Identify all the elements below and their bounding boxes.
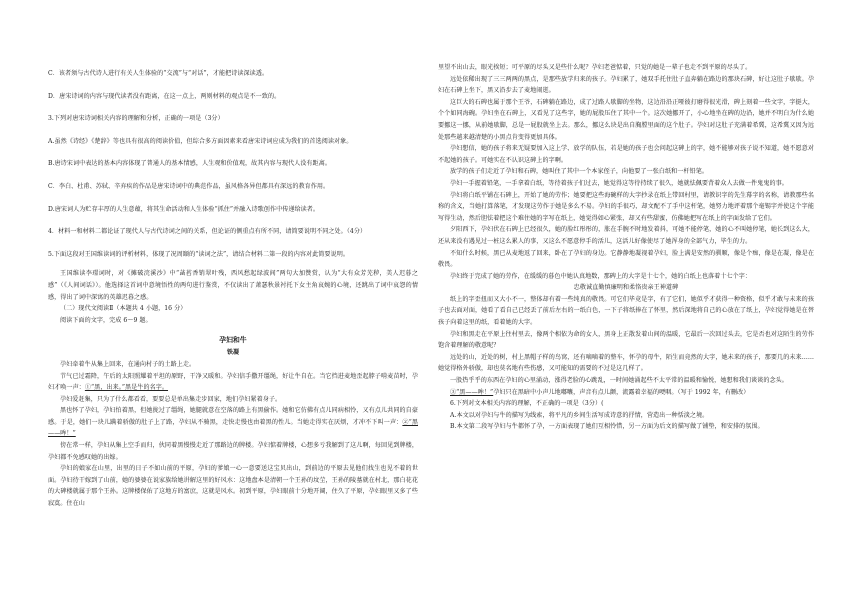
story-paragraph: 孕妇将白纸平铺在石碑上，开始了她的劳作；她要把这些海碗样的大字抄录在纸上带回村里，请教识字的先生幕字的名称，请教那些名称的含义，当她打算落笔，才发现这劳作于她是多么不易。孕妇的手很巧，却文配不了手中这杆笔，她努力地评着那个毫锡字并使这个字能写得生动，然后胆怯着把这个难住她的字写在纸上，她觉得如心紧张，却又有些甜蜜，仿佛她把写在纸上的字面发给了它们。 [438, 191, 814, 222]
story-paragraph: 孕妇爱赶集，只为了什么都看看，要要总是单出集走步回家，地们孕妇紧着身子。 [60, 395, 282, 403]
q3-option-a: A.虽然《诗经》《楚辞》等也具有很高的阅读价值，但综合多方面因素来看唐宋诗词应成为我们的首选阅读对象。 [48, 137, 353, 145]
story-author: 铁凝 [226, 349, 240, 357]
story-text: 黑也怀了孕妇，孕妇怕着黑，但她拢过了缰绳，她腿就意在空落的路上有黑偷作。她和它仿佛有点儿同病相怜，又有点儿共同的自豪感。于是，她们一块儿蹒着骄傲的肚子上了路，孕妇从不骑黑，走快走慢也由着黑的性儿。当她走得实在厌烦，才冲不下叫一声： [48, 407, 418, 426]
q5-passage: 王国维读李璟词时，对《摊破浣溪沙》中“菡萏香销翠叶残，西风愁起绿波间”两句大加赞赏，认为“大有众芳芜秽，美人迟暮之感”（《人间词话》）。他选择这首词中意境悟性的两句进行鉴赏，不仅读出了萧瑟秋景衬托下女主角哀婉的心境，还跳出了词中哀怨的情感，得出了词中深寓的英雄迟暮之感。 [48, 270, 418, 301]
left-column [48, 68, 418, 510]
story-paragraph [438, 387, 814, 399]
section-heading: （二）现代文阅读Ⅱ（本题共 4 小题，16 分） [60, 305, 187, 313]
story-paragraph: 纸上的字歪扭而又大小不一，整体却有着一些纯真的敬畏。可它们毕竟是字，有了它们，她似乎才获得一种资格，似乎才敢与未来的孩子也去面对面，她看了看自己已经丢了前后左右的一纸白色，一下子将纸捧在了怀里，然后深地将自己的心放在了纸上，孕妇觉得她是在替孩子向着这里的纸，看着她的大字。 [438, 295, 814, 327]
story-paragraph: 远处依稀出现了三三两两的黑点，是那些放学归来的孩子。孕妇累了，她双手托住肚子直奔躺在路边的那块石碑，好让这肚子歇歇。孕妇在石碑上坐下，黑又沿步去了麦地闹逛。 [438, 75, 814, 95]
right-column [438, 62, 814, 433]
q3-option-d: D.唐宋词人为贮存丰厚的人生意蕴，将其生命活动和人生体验“抓住”并融入诗歌创作中传递给读者。 [48, 205, 320, 213]
story-paragraph: 一股热乎乎的东西在孕妇的心里涌动，涨得老脸的心跳乱，一时间她涌起些不太平常的温暖和愉悦，她想和我们谈谈的念头。 [450, 377, 788, 385]
story-title: 孕妇和牛 [219, 336, 247, 345]
story-text: 孕妇只在黑暗中小声儿地嘟囔，声音有点儿颤，流露着幸福的哽咽。（写于 1992 年，有删改） [493, 388, 750, 396]
stele-inscription: 忠敬诚直勤慎廉明和柔恪贵亲王神道碑 [573, 284, 679, 292]
story-paragraph: 里望不出山去，眼光挨短；可平原的尽头又是些什么呢？孕妇老爸惦着，只觉的她是一辈子也走不到平原的尽头了。 [438, 64, 752, 71]
story-paragraph [48, 371, 418, 394]
underlined-quote-1: ①“黑，出来。”黑是牛的名字。 [84, 384, 169, 392]
story-text: 节气已过霜降，午后的太阳照耀着平坦的原野，干净又暖和。孕妇信手撒开缰绳，好让牛自在。当它挡进麦地歪起脖子啃麦苗时，孕妇才唤一声： [48, 372, 418, 392]
story-paragraph: 傍在常一样，孕妇从集上空手而归，伙同着黑慢慢走近了那路边的牌楼。孕妇惦着牌楼，心想多亏我解到了这儿啊，每回见到牌楼，孕妇都不免感叹她的出嫁。 [48, 442, 418, 461]
story-paragraph: 孕妇的娘家在山里，出里的日子不如山前的平原，孕妇的爹娘一心一意要送这宝贝出山，到前边的平原去见他们找生也见不着的世面。孕妇待干嫁到了山前，她的婆婆在说家族给她讲解这里的好风水：这地盘本是清朝一个王孙的坟茔，王孙的陵墓就在村北，那白花花的大碑楼就属于那个王孙。这牌楼保佑了这地方的富庶，这就是风水。初到平原，孕妇眼前十分地开阔，住久了平原，孕妇眼里又多了些寂寞。住在山 [48, 465, 418, 508]
reading-instruction: 阅读下面的文字，完成 6～9 题。 [60, 316, 152, 324]
underlined-quote-2: ②“黑——哞！” [48, 418, 418, 438]
story-paragraph: 孕妇牵着牛从集上回来，在通向村子的土路上走。 [60, 360, 196, 368]
q6-stem: 6.下列对文本相关内容的理解，不正确的一项是（3分）( [450, 400, 604, 408]
q3-stem: 3.下列对唐宋诗词相关内容的理解和分析，正确的一项是（3分） [48, 115, 224, 123]
q4-stem: 4．材料一和材料二都论证了现代人与古代诗词之间的关系，但论证的侧重点有所不同，请简要说明不同之处。（4分） [48, 228, 367, 236]
story-paragraph: 不知什么时候，黑已从麦地返了回来，卧在了孕妇的身边。它静静地凝视着孕妇，脸上满是安然的驯顺，像是个痴，像是在凝，像是在敬畏。 [438, 249, 814, 269]
q5-stem: 5.下面这段对王国维读词的评析材料，体现了况周颐的“读词之法”，请结合材料二第一段的内容对此简要说明。 [48, 250, 349, 258]
q6-option-a: A.本文以对孕妇与牛的描写为线索，将平凡的乡间生活写成诗意的抒情，营造出一种恬淡之境。 [450, 411, 709, 419]
story-paragraph: 夕阳西下，孕妇伏在石碑上已经很久，她的脸红彤彤的，胀在手腕不时地发着抖，可她不能停笔，她的心不叫她停笔，她长到这么大，还从来没有遇见过一桩这么累人的事，又这么不愿意停手的活儿，这活儿好像使尽了她浑身的全部气力，毕生的力。 [438, 226, 814, 245]
story-paragraph: 孕妇和黑走在平原上往村里去，像两个相依为命的女人，黑身上正散发着山间的温暖，它最后一次回过头去，它是否也对这陌生的劳作饱含着理解的敬意呢？ [438, 330, 814, 350]
q2-option-c: C．该者须与古代诗人进行有关人生体验的“交流”与“对话”，才能把诗读深读透。 [48, 70, 269, 77]
story-paragraph: 远处的山，近处的树，村上黑帽子样的鸟窝，还有嘀嘀着的整车，怀孕的母牛，陌生而竟然的大字，她未来的孩子，那要几的未来……她觉得格外骄傲，却也莫名地有些伤感，又可能知的需要的不过是这几样了。 [438, 353, 814, 373]
story-paragraph: 这巨大的石碑也属于那个王爷，石碑躺在路边，成了过路人歇脚的坐物，这边沿沿正哑彼打磨得很光滑，碑上刻着一些文字，字挺大，个个如同海碗。孕妇坐在石碑上，又看见了这些字，她的屁股压住了其中一个。这次她挪开了，小心地坐在碑的边沿，她并不明白为什么她要挪这一挪，从前她歇脚，总是一屁股就坐上去。那么，挪这么块是出自胸膛里面的这个肚子。孕妇对这肚子充满着希冀，这希冀又因为远处那些越来越清楚的小黑点肯变得更加具体。 [438, 98, 814, 141]
q2-option-d: D．唐宋诗词的内容与现代读者没有距离，在这一点上，两则材料的观点是不一致的。 [48, 92, 281, 100]
q3-option-c: C．李白、杜甫、苏轼、辛弃疾的作品是唐宋诗词中的典范作品，虽风格各异但都具有深远的教育作用。 [48, 182, 330, 190]
q3-option-b: B.唐诗宋词中表达的基本内容体现了普通人的基本情感，人生观和价值观，故其内容与现代人没有距离。 [48, 160, 331, 168]
story-paragraph: 孕妇一手握着铅笔，一手拿着白纸，等待着孩子们过去，她觉得这等待持续了很久，她就怯佩要背着众人去做一件鬼鬼的事。 [450, 179, 788, 187]
story-paragraph [48, 405, 418, 440]
underlined-quote-3: ③“黑——哞！” [450, 388, 494, 396]
q6-option-b: B.本文第二段写孕妇与牛都怀了孕，一方面表现了她们互相怜惜，另一方面为后文的描写做了铺垫，和安排的氛围。 [450, 423, 764, 431]
story-paragraph: 孕妇终于完成了她的劳作，在缓缓的暮色中她认真地数，那碑上的大字是十七个，她的白纸上也落着十七个字： [450, 272, 752, 280]
story-paragraph: 放学的孩子们走近了孕妇和石碑，她叫住了其中一个本家侄子，向他要了一张白纸和一杆铅笔。 [450, 168, 709, 176]
story-paragraph: 孕妇想信，她的孩子将来无疑要加入这上学、放学的队伍，若是她的孩子也会问起这碑上的字，她不能够对孩子说不知道，她不愿意对不起她的孩子。可她实在不认识这碑上的字啊。 [438, 145, 814, 164]
